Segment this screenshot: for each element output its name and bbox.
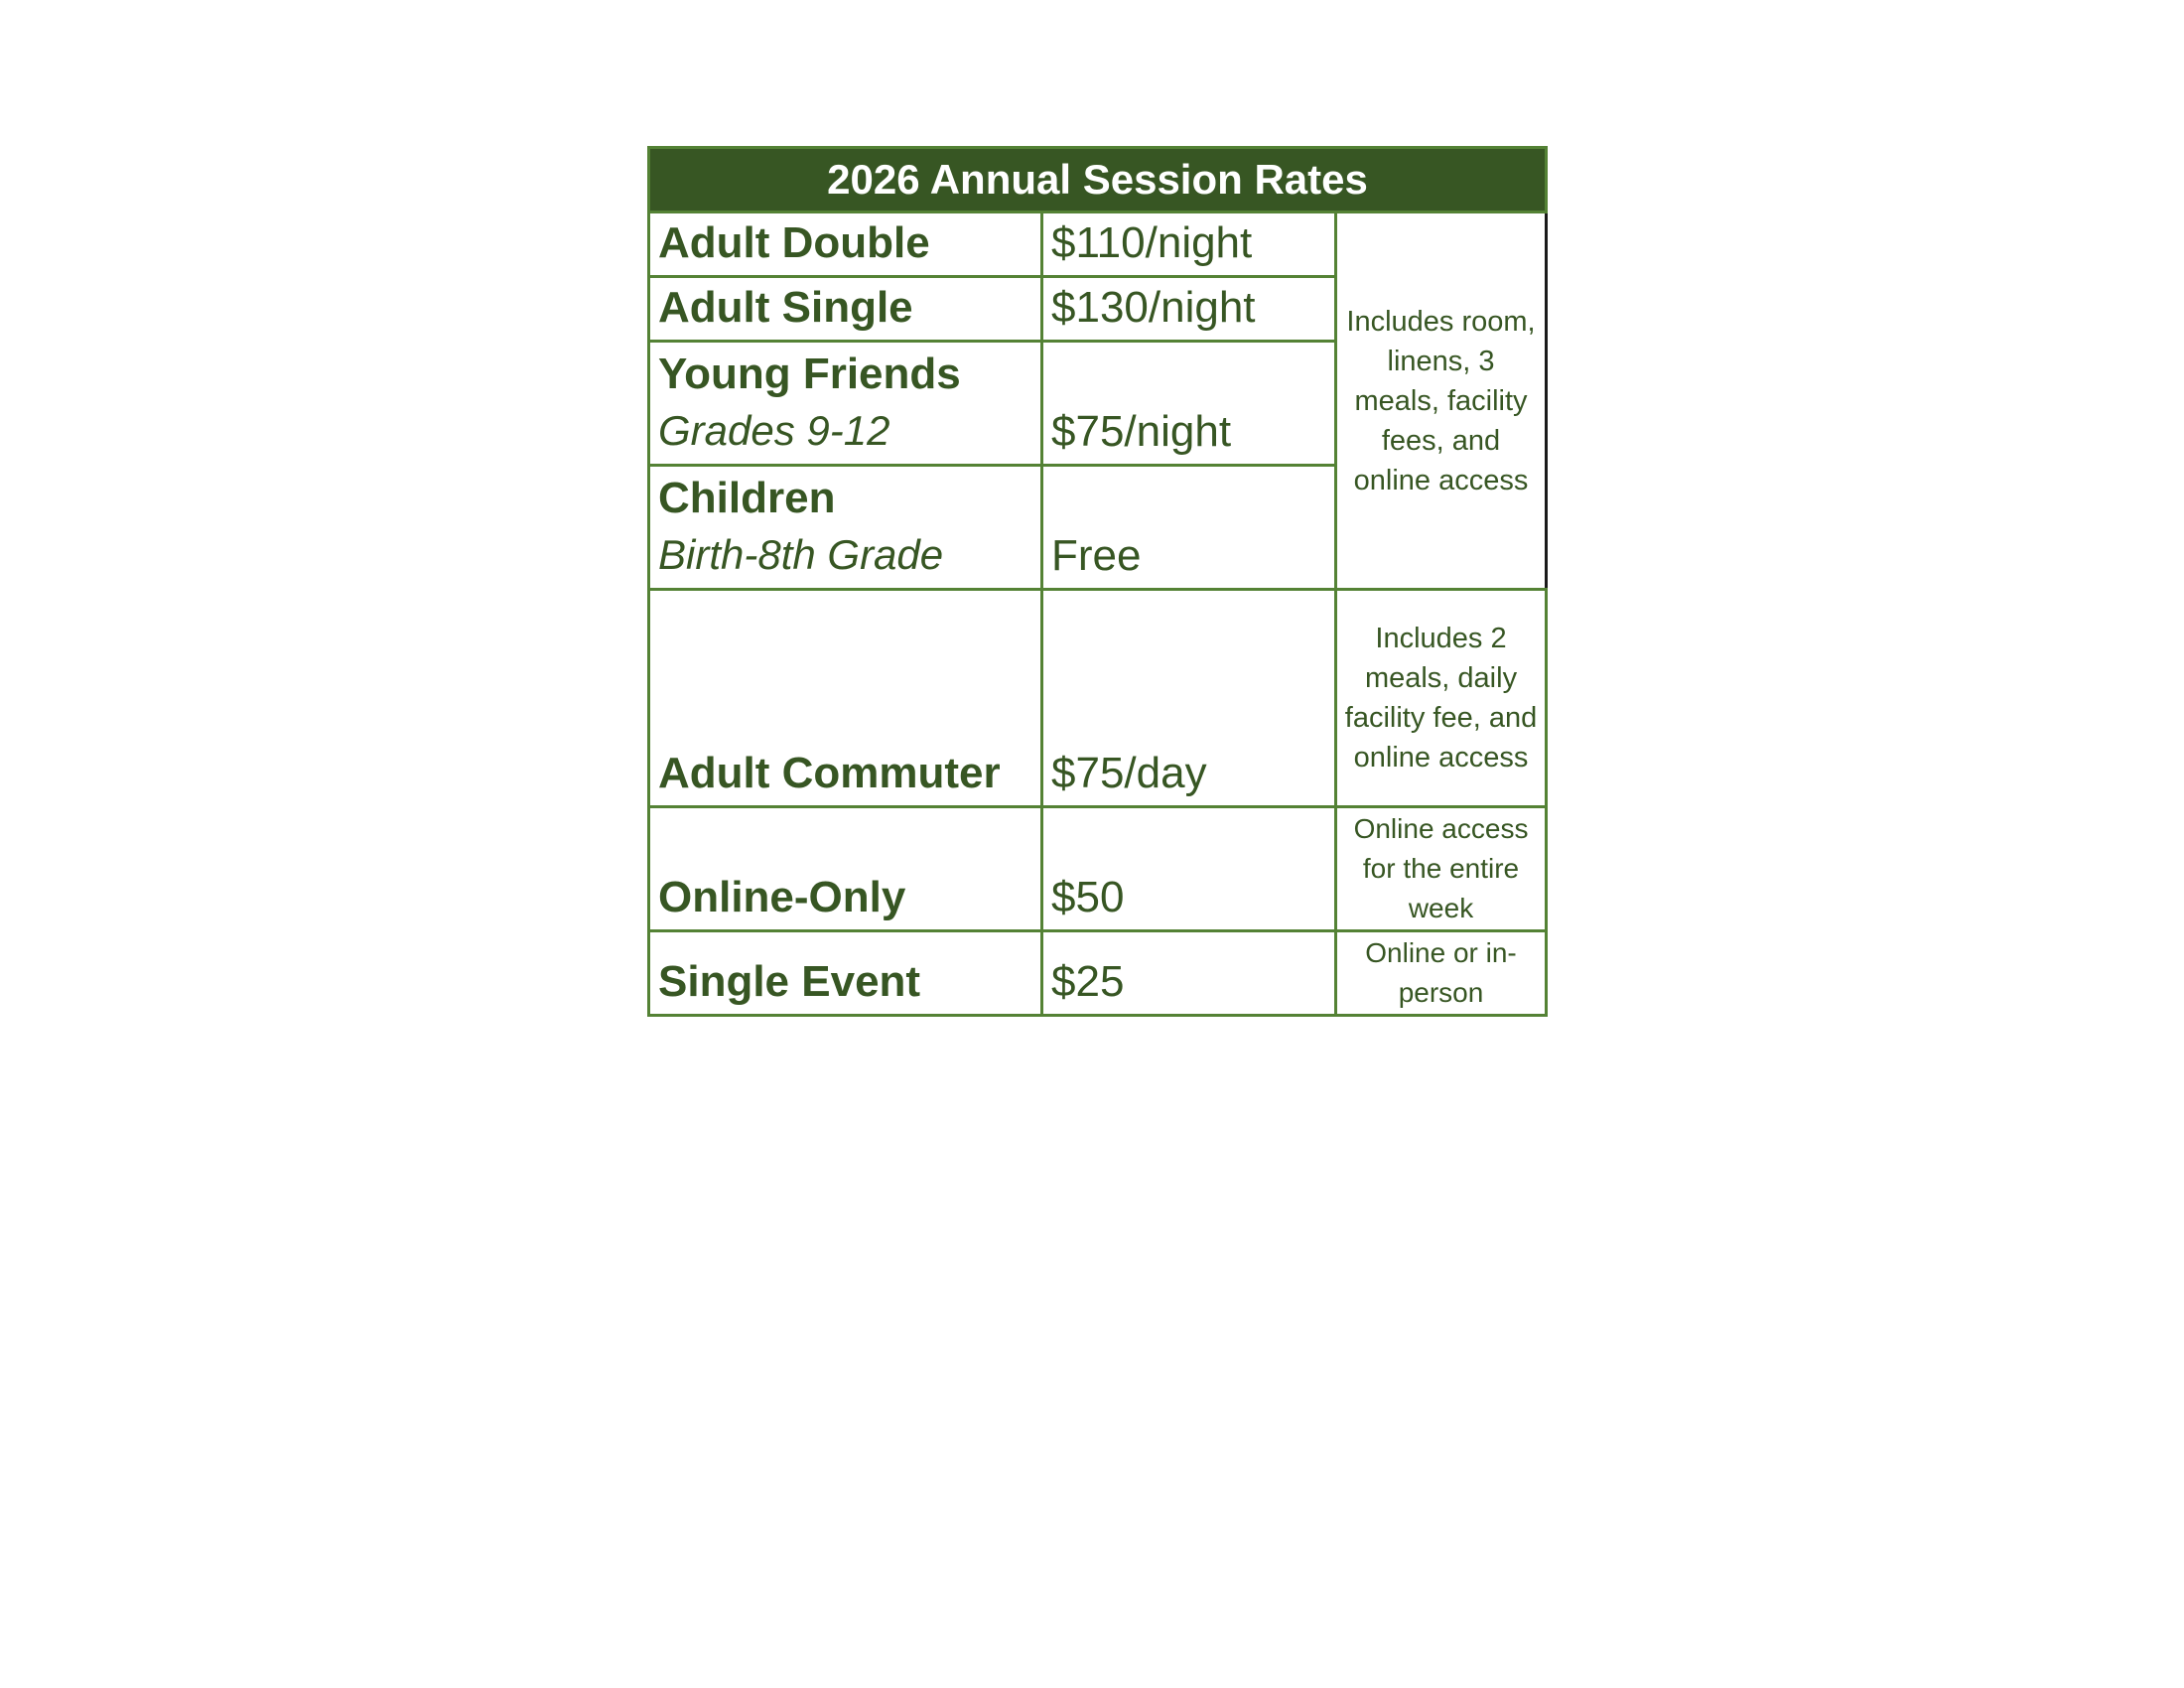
row-label: Adult Single <box>658 283 913 332</box>
table-row <box>649 807 1547 931</box>
row-label: Online-Only <box>658 873 906 921</box>
lodging-note: Includes room, linens, 3 meals, facility fees, and online access <box>1336 212 1547 590</box>
row-label: Single Event <box>658 957 921 1006</box>
table-row <box>649 931 1547 1016</box>
row-label-cell <box>649 277 1042 342</box>
table-title: 2026 Annual Session Rates <box>649 148 1547 212</box>
row-note: Online or in-person <box>1336 931 1547 1016</box>
row-note: Includes 2 meals, daily facility fee, and online access <box>1336 590 1547 807</box>
row-price: $75/night <box>1042 342 1336 466</box>
row-label: Young Friends <box>658 350 961 398</box>
row-price: $110/night <box>1042 212 1336 277</box>
table-header-row <box>649 148 1547 212</box>
row-price: $25 <box>1042 931 1336 1016</box>
row-price: $50 <box>1042 807 1336 931</box>
row-label-cell <box>649 931 1042 1016</box>
row-sublabel: Birth-8th Grade <box>658 531 944 578</box>
row-label: Children <box>658 474 836 522</box>
row-sublabel: Grades 9-12 <box>658 407 890 454</box>
row-label-cell <box>649 466 1042 590</box>
row-label: Adult Double <box>658 218 930 267</box>
row-price: Free <box>1042 466 1336 590</box>
row-price: $130/night <box>1042 277 1336 342</box>
row-label-cell <box>649 807 1042 931</box>
row-label: Adult Commuter <box>658 749 1001 797</box>
row-note: Online access for the entire week <box>1336 807 1547 931</box>
table-row <box>649 590 1547 807</box>
row-label-cell <box>649 342 1042 466</box>
row-price: $75/day <box>1042 590 1336 807</box>
rates-table <box>647 146 1548 1017</box>
row-label-cell <box>649 212 1042 277</box>
row-label-cell <box>649 590 1042 807</box>
table-row <box>649 212 1547 277</box>
